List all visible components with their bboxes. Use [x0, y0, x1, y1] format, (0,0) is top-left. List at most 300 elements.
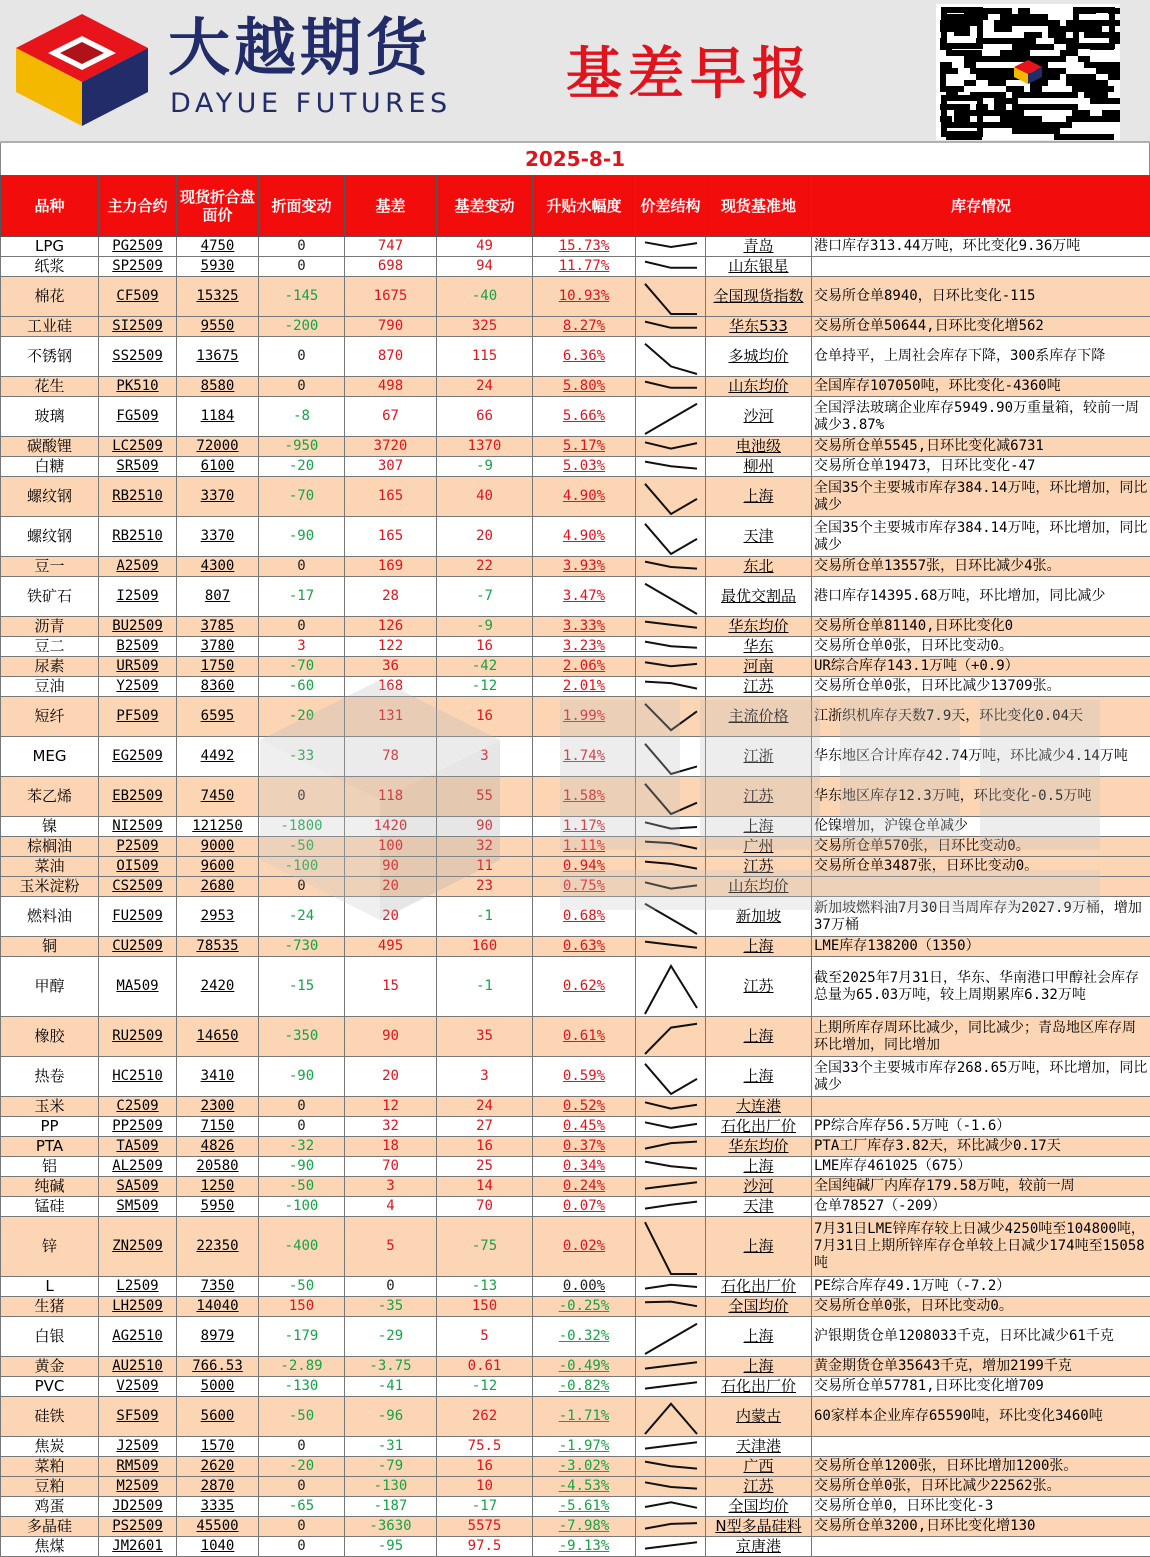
inventory-cell: 全国35个主要城市库存384.14万吨，环比增加，同比减少 [812, 517, 1150, 557]
contract-cell: TA509 [99, 1137, 177, 1157]
basis-change-cell: 16 [437, 697, 533, 737]
table-row [1, 397, 1150, 437]
spread-sparkline [641, 1458, 701, 1476]
spot-price-cell: 8360 [177, 677, 259, 697]
basis-cell: 495 [345, 937, 437, 957]
table-row [1, 1477, 1150, 1497]
sparkline-path [645, 822, 697, 828]
spot-price-cell: 2420 [177, 957, 259, 1017]
premium-pct-cell: 5.80% [533, 377, 636, 397]
spot-location-cell: 华东均价 [706, 617, 812, 637]
spread-structure-cell [636, 1297, 706, 1317]
spot-price-cell: 3335 [177, 1497, 259, 1517]
spread-sparkline [641, 698, 701, 736]
table-row [1, 1197, 1150, 1217]
basis-change-cell: 32 [437, 837, 533, 857]
basis-change-cell: -40 [437, 277, 533, 317]
spot-location-cell: 华东 [706, 637, 812, 657]
spread-sparkline [641, 278, 701, 316]
inventory-cell: 交易所仓单19473，日环比变化-47 [812, 457, 1150, 477]
contract-cell: RM509 [99, 1457, 177, 1477]
basis-cell: -96 [345, 1397, 437, 1437]
basis-change-cell: 20 [437, 517, 533, 557]
spread-structure-cell [636, 937, 706, 957]
spread-structure-cell [636, 677, 706, 697]
basis-change-cell: 27 [437, 1117, 533, 1137]
spread-sparkline [641, 438, 701, 456]
spread-structure-cell [636, 1057, 706, 1097]
spread-structure-cell [636, 897, 706, 937]
spot-change-cell: -20 [259, 457, 345, 477]
variety-cell: 硅铁 [1, 1397, 99, 1437]
sparkline-path [645, 561, 697, 568]
col-spot-price-header: 现货折合盘面价 [177, 176, 259, 237]
table-row [1, 377, 1150, 397]
contract-cell: I2509 [99, 577, 177, 617]
spot-price-cell: 3370 [177, 477, 259, 517]
spot-price-cell: 20580 [177, 1157, 259, 1177]
contract-cell: ZN2509 [99, 1217, 177, 1277]
basis-cell: -41 [345, 1377, 437, 1397]
spot-change-cell: 0 [259, 1097, 345, 1117]
spot-change-cell: -90 [259, 1057, 345, 1097]
variety-cell: 花生 [1, 377, 99, 397]
spot-change-cell: -32 [259, 1137, 345, 1157]
spread-structure-cell [636, 857, 706, 877]
sparkline-path [645, 882, 697, 888]
spot-price-cell: 1250 [177, 1177, 259, 1197]
basis-change-cell: 40 [437, 477, 533, 517]
spot-location-cell: N型多晶硅料 [706, 1517, 812, 1537]
premium-pct-cell: 8.27% [533, 317, 636, 337]
inventory-cell [812, 1437, 1150, 1457]
spread-sparkline [641, 938, 701, 956]
contract-cell: HC2510 [99, 1057, 177, 1097]
inventory-cell: 交易所仓单0，日环比变化-3 [812, 1497, 1150, 1517]
contract-cell: UR509 [99, 657, 177, 677]
variety-cell: 甲醇 [1, 957, 99, 1017]
spot-change-cell: -60 [259, 677, 345, 697]
table-row [1, 1357, 1150, 1377]
spot-price-cell: 5930 [177, 257, 259, 277]
variety-cell: 菜油 [1, 857, 99, 877]
basis-cell: 12 [345, 1097, 437, 1117]
contract-cell: JM2601 [99, 1537, 177, 1557]
basis-cell: 15 [345, 957, 437, 1017]
spot-price-cell: 14650 [177, 1017, 259, 1057]
basis-cell: 3 [345, 1177, 437, 1197]
spread-sparkline [641, 738, 701, 776]
sparkline-path [645, 841, 697, 848]
inventory-cell [812, 1537, 1150, 1557]
spread-sparkline [641, 898, 701, 936]
table-row [1, 1177, 1150, 1197]
spot-change-cell: 0 [259, 617, 345, 637]
spread-structure-cell [636, 237, 706, 257]
inventory-cell: 交易所仓单0张，日环比变动0。 [812, 637, 1150, 657]
contract-cell: AU2510 [99, 1357, 177, 1377]
table-row [1, 1437, 1150, 1457]
spread-sparkline [641, 1018, 701, 1056]
spread-sparkline [641, 1298, 701, 1316]
table-row [1, 1017, 1150, 1057]
table-row [1, 637, 1150, 657]
variety-cell: 纯碱 [1, 1177, 99, 1197]
basis-change-cell: 1370 [437, 437, 533, 457]
inventory-cell: 沪银期货仓单1208033千克，日环比减少61千克 [812, 1317, 1150, 1357]
sparkline-path [645, 483, 697, 513]
basis-change-cell: 115 [437, 337, 533, 377]
premium-pct-cell: 0.24% [533, 1177, 636, 1197]
spread-structure-cell [636, 457, 706, 477]
basis-change-cell: 16 [437, 1137, 533, 1157]
premium-pct-cell: 1.99% [533, 697, 636, 737]
contract-cell: FG509 [99, 397, 177, 437]
basis-change-cell: 14 [437, 1177, 533, 1197]
table-row [1, 657, 1150, 677]
spot-location-cell: 全国均价 [706, 1297, 812, 1317]
inventory-cell: 仓单持平，上周社会库存下降，300系库存下降 [812, 337, 1150, 377]
spot-change-cell: -100 [259, 1197, 345, 1217]
spread-sparkline [641, 1538, 701, 1556]
spot-location-cell: 广州 [706, 837, 812, 857]
variety-cell: LPG [1, 237, 99, 257]
spot-location-cell: 东北 [706, 557, 812, 577]
table-row [1, 237, 1150, 257]
table-row [1, 1377, 1150, 1397]
spread-sparkline [641, 1178, 701, 1196]
report-title: 基差早报 [566, 40, 814, 110]
premium-pct-cell: 4.90% [533, 477, 636, 517]
basis-cell: 118 [345, 777, 437, 817]
basis-change-cell: 70 [437, 1197, 533, 1217]
variety-cell: 豆油 [1, 677, 99, 697]
basis-cell: 307 [345, 457, 437, 477]
spot-change-cell: -50 [259, 837, 345, 857]
spot-change-cell: -400 [259, 1217, 345, 1277]
sparkline-path [645, 283, 697, 313]
premium-pct-cell: 3.47% [533, 577, 636, 617]
spread-sparkline [641, 518, 701, 556]
spread-sparkline [641, 1318, 701, 1356]
basis-cell: 3720 [345, 437, 437, 457]
premium-pct-cell: 11.77% [533, 257, 636, 277]
table-row [1, 1317, 1150, 1357]
spot-price-cell: 3370 [177, 517, 259, 557]
sparkline-path [645, 1523, 697, 1529]
premium-pct-cell: -4.53% [533, 1477, 636, 1497]
basis-cell: -3630 [345, 1517, 437, 1537]
inventory-cell: 上期所库存周环比减少，同比减少；青岛地区库存周环比增加，同比增加 [812, 1017, 1150, 1057]
inventory-cell: 7月31日LME锌库存较上日减少4250吨至104800吨，7月31日上期所锌库存仓单较上日减少174吨至15058吨 [812, 1217, 1150, 1277]
spot-location-cell: 天津 [706, 517, 812, 557]
basis-change-cell: -1 [437, 897, 533, 937]
sparkline-path [645, 523, 697, 553]
inventory-cell: 交易所仓单57781,日环比变化增709 [812, 1377, 1150, 1397]
variety-cell: 螺纹钢 [1, 477, 99, 517]
basis-change-cell: -17 [437, 1497, 533, 1517]
spread-structure-cell [636, 1277, 706, 1297]
inventory-cell: LME库存138200（1350） [812, 937, 1150, 957]
col-spot-location-header: 现货基准地 [706, 176, 812, 237]
spot-change-cell: 0 [259, 237, 345, 257]
spot-location-cell: 河南 [706, 657, 812, 677]
spread-structure-cell [636, 837, 706, 857]
variety-cell: 锌 [1, 1217, 99, 1277]
table-row [1, 1157, 1150, 1177]
spot-location-cell: 上海 [706, 1057, 812, 1097]
spread-sparkline [641, 858, 701, 876]
inventory-cell: PE综合库存49.1万吨（-7.2） [812, 1277, 1150, 1297]
contract-cell: OI509 [99, 857, 177, 877]
spread-structure-cell [636, 517, 706, 557]
spread-structure-cell [636, 697, 706, 737]
table-row [1, 277, 1150, 317]
spot-change-cell: -50 [259, 1177, 345, 1197]
basis-cell: 5 [345, 1217, 437, 1277]
spread-sparkline [641, 238, 701, 256]
spot-change-cell: -950 [259, 437, 345, 457]
spot-location-cell: 上海 [706, 477, 812, 517]
spread-sparkline [641, 558, 701, 576]
variety-cell: L [1, 1277, 99, 1297]
table-row [1, 837, 1150, 857]
spot-change-cell: -179 [259, 1317, 345, 1357]
variety-cell: 铁矿石 [1, 577, 99, 617]
spot-change-cell: 0 [259, 1537, 345, 1557]
variety-cell: PP [1, 1117, 99, 1137]
inventory-cell: 交易所仓单3487张，日环比变动0。 [812, 857, 1150, 877]
variety-cell: 工业硅 [1, 317, 99, 337]
basis-change-cell: 97.5 [437, 1537, 533, 1557]
sparkline-path [645, 662, 697, 666]
table-row [1, 777, 1150, 817]
premium-pct-cell: 0.00% [533, 1277, 636, 1297]
inventory-cell: 交易所仓单0张，日环比减少13709张。 [812, 677, 1150, 697]
variety-cell: 不锈钢 [1, 337, 99, 377]
premium-pct-cell: 5.03% [533, 457, 636, 477]
table-row [1, 1217, 1150, 1277]
basis-change-cell: 0.61 [437, 1357, 533, 1377]
spread-sparkline [641, 1478, 701, 1496]
premium-pct-cell: -7.98% [533, 1517, 636, 1537]
spot-location-cell: 最优交割品 [706, 577, 812, 617]
spread-sparkline [641, 1198, 701, 1216]
spot-change-cell: -20 [259, 697, 345, 737]
table-row [1, 1277, 1150, 1297]
spread-sparkline [641, 258, 701, 276]
qr-code-icon [936, 4, 1120, 140]
spot-price-cell: 7350 [177, 1277, 259, 1297]
inventory-cell: 截至2025年7月31日，华东、华南港口甲醇社会库存总量为65.03万吨，较上周期累库6.32万吨 [812, 957, 1150, 1017]
spread-structure-cell [636, 1397, 706, 1437]
basis-cell: 165 [345, 517, 437, 557]
variety-cell: 碳酸锂 [1, 437, 99, 457]
variety-cell: 热卷 [1, 1057, 99, 1097]
contract-cell: BU2509 [99, 617, 177, 637]
premium-pct-cell: -0.25% [533, 1297, 636, 1317]
basis-change-cell: 262 [437, 1397, 533, 1437]
spot-location-cell: 天津港 [706, 1437, 812, 1457]
contract-cell: PP2509 [99, 1117, 177, 1137]
variety-cell: MEG [1, 737, 99, 777]
spot-change-cell: 0 [259, 337, 345, 377]
variety-cell: 黄金 [1, 1357, 99, 1377]
variety-cell: 橡胶 [1, 1017, 99, 1057]
spot-change-cell: -70 [259, 477, 345, 517]
premium-pct-cell: 3.93% [533, 557, 636, 577]
spread-sparkline [641, 478, 701, 516]
contract-cell: MA509 [99, 957, 177, 1017]
sparkline-path [645, 1161, 697, 1168]
contract-cell: SI2509 [99, 317, 177, 337]
basis-cell: 4 [345, 1197, 437, 1217]
inventory-cell: 全国33个主要城市库存268.65万吨，环比增加，同比减少 [812, 1057, 1150, 1097]
inventory-cell: 华东地区库存12.3万吨，环比变化-0.5万吨 [812, 777, 1150, 817]
basis-change-cell: 5 [437, 1317, 533, 1357]
premium-pct-cell: 0.59% [533, 1057, 636, 1097]
table-row [1, 857, 1150, 877]
spot-change-cell: 0 [259, 557, 345, 577]
spot-price-cell: 3780 [177, 637, 259, 657]
spot-price-cell: 9000 [177, 837, 259, 857]
spot-change-cell: -50 [259, 1277, 345, 1297]
spread-structure-cell [636, 957, 706, 1017]
spread-structure-cell [636, 577, 706, 617]
spot-change-cell: -15 [259, 957, 345, 1017]
spread-sparkline [641, 578, 701, 616]
variety-cell: PTA [1, 1137, 99, 1157]
spread-sparkline [641, 818, 701, 836]
sparkline-path [645, 403, 697, 433]
spread-sparkline [641, 1498, 701, 1516]
contract-cell: A2509 [99, 557, 177, 577]
table-row [1, 937, 1150, 957]
spread-sparkline [641, 338, 701, 376]
variety-cell: 多晶硅 [1, 1517, 99, 1537]
spot-price-cell: 4750 [177, 237, 259, 257]
table-row [1, 1397, 1150, 1437]
basis-change-cell: -75 [437, 1217, 533, 1277]
table-row [1, 337, 1150, 377]
basis-cell: 18 [345, 1137, 437, 1157]
variety-cell: 铜 [1, 937, 99, 957]
basis-change-cell: 35 [437, 1017, 533, 1057]
basis-change-cell: 75.5 [437, 1437, 533, 1457]
spread-structure-cell [636, 1457, 706, 1477]
variety-cell: 纸浆 [1, 257, 99, 277]
spread-structure-cell [636, 1317, 706, 1357]
spot-change-cell: -2.89 [259, 1357, 345, 1377]
spot-price-cell: 4826 [177, 1137, 259, 1157]
spread-sparkline [641, 618, 701, 636]
spread-structure-cell [636, 877, 706, 897]
contract-cell: CS2509 [99, 877, 177, 897]
contract-cell: V2509 [99, 1377, 177, 1397]
inventory-cell: 交易所仓单13557张，日环比减少4张。 [812, 557, 1150, 577]
spot-price-cell: 5000 [177, 1377, 259, 1397]
table-row [1, 1517, 1150, 1537]
basis-cell: 20 [345, 1057, 437, 1097]
variety-cell: 尿素 [1, 657, 99, 677]
spread-structure-cell [636, 317, 706, 337]
spread-sparkline [641, 838, 701, 856]
table-row [1, 1057, 1150, 1097]
spot-location-cell: 沙河 [706, 1177, 812, 1197]
table-row [1, 477, 1150, 517]
sparkline-path [645, 1442, 697, 1448]
spot-location-cell: 主流价格 [706, 697, 812, 737]
contract-cell: RB2510 [99, 517, 177, 557]
spot-location-cell: 华东均价 [706, 1137, 812, 1157]
premium-pct-cell: 0.34% [533, 1157, 636, 1177]
variety-cell: 白糖 [1, 457, 99, 477]
table-row [1, 957, 1150, 1017]
brand-name-cn: 大越期货 [168, 12, 432, 84]
spread-sparkline [641, 958, 701, 1016]
sparkline-path [645, 966, 697, 1014]
variety-cell: 鸡蛋 [1, 1497, 99, 1517]
variety-cell: 玻璃 [1, 397, 99, 437]
spread-sparkline [641, 398, 701, 436]
contract-cell: SM509 [99, 1197, 177, 1217]
spread-structure-cell [636, 777, 706, 817]
basis-cell: 0 [345, 1277, 437, 1297]
table-row [1, 1457, 1150, 1477]
premium-pct-cell: 15.73% [533, 237, 636, 257]
table-header-row [1, 176, 1150, 237]
basis-change-cell: 325 [437, 317, 533, 337]
spread-sparkline [641, 318, 701, 336]
sparkline-path [645, 681, 697, 688]
spread-structure-cell [636, 1377, 706, 1397]
table-row [1, 517, 1150, 557]
premium-pct-cell: 1.11% [533, 837, 636, 857]
basis-cell: 126 [345, 617, 437, 637]
premium-pct-cell: -1.97% [533, 1437, 636, 1457]
sparkline-path [645, 743, 697, 773]
table-row [1, 1497, 1150, 1517]
premium-pct-cell: 3.33% [533, 617, 636, 637]
report-header [0, 0, 1150, 143]
basis-change-cell: 5575 [437, 1517, 533, 1537]
variety-cell: 锰硅 [1, 1197, 99, 1217]
spread-structure-cell [636, 1157, 706, 1177]
spot-location-cell: 上海 [706, 937, 812, 957]
inventory-cell: 全国浮法玻璃企业库存5949.90万重量箱，较前一周减少3.87% [812, 397, 1150, 437]
spot-price-cell: 1040 [177, 1537, 259, 1557]
spot-change-cell: 0 [259, 257, 345, 277]
spread-structure-cell [636, 617, 706, 637]
spot-price-cell: 78535 [177, 937, 259, 957]
inventory-cell: 交易所仓单0张，日环比减少22562张。 [812, 1477, 1150, 1497]
spot-price-cell: 5600 [177, 1397, 259, 1437]
basis-change-cell: 11 [437, 857, 533, 877]
table-row [1, 257, 1150, 277]
spot-location-cell: 上海 [706, 1357, 812, 1377]
premium-pct-cell: 0.63% [533, 937, 636, 957]
sparkline-path [645, 1182, 697, 1188]
sparkline-path [645, 1102, 697, 1108]
spot-location-cell: 山东均价 [706, 877, 812, 897]
basis-cell: 131 [345, 697, 437, 737]
spot-location-cell: 石化出厂价 [706, 1377, 812, 1397]
inventory-cell: PP综合库存56.5万吨（-1.6） [812, 1117, 1150, 1137]
inventory-cell: 交易所仓单5545,日环比变化减6731 [812, 437, 1150, 457]
spot-price-cell: 121250 [177, 817, 259, 837]
spot-price-cell: 8580 [177, 377, 259, 397]
variety-cell: 豆粕 [1, 1477, 99, 1497]
